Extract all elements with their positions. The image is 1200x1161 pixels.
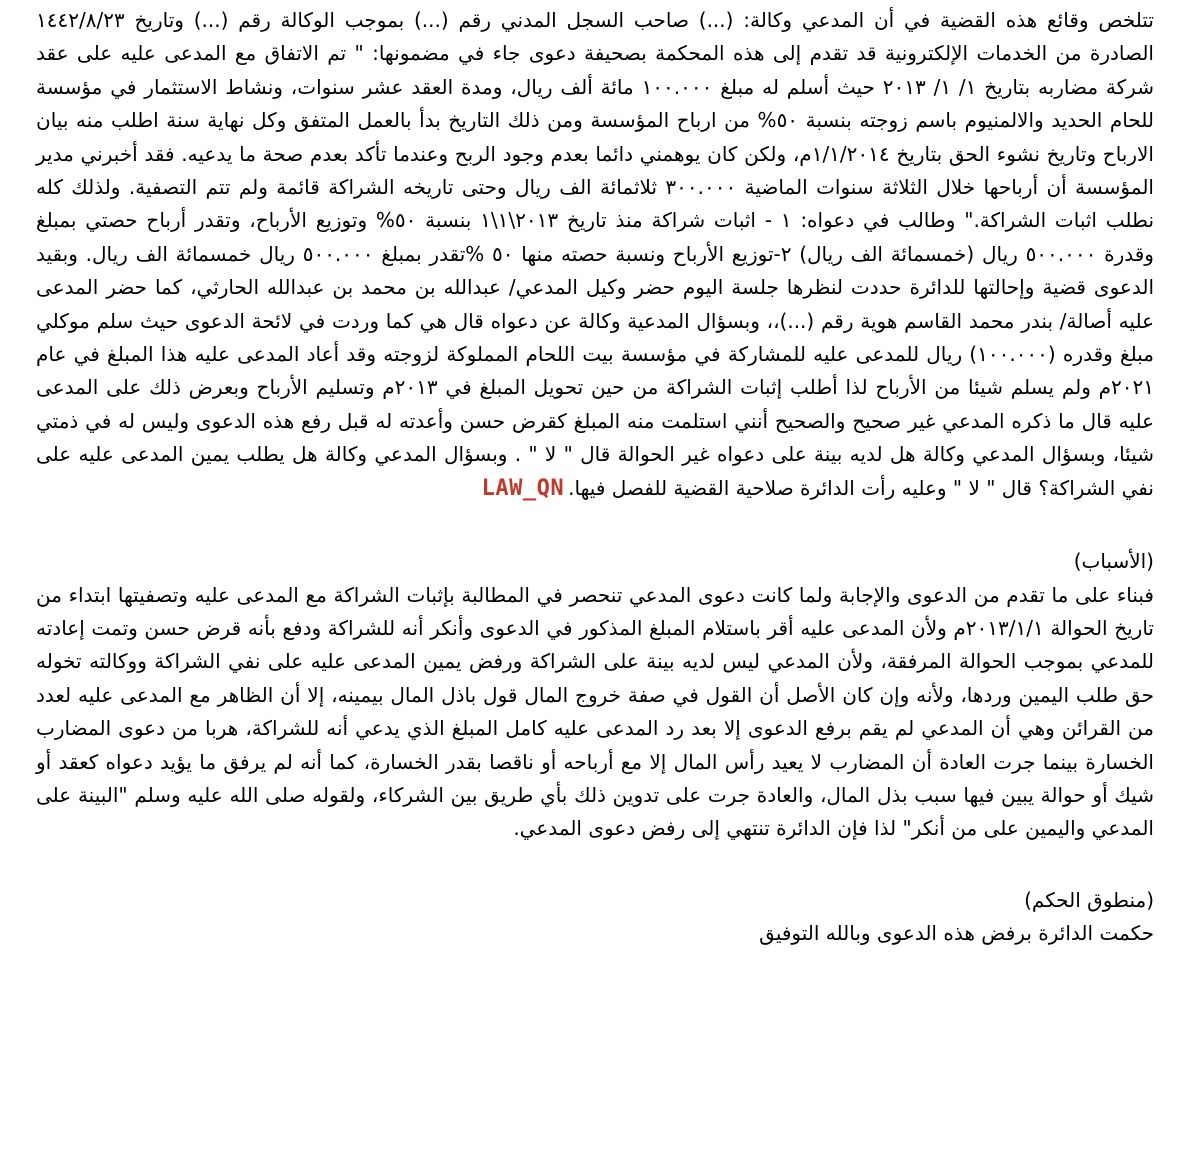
verdict-heading: (منطوق الحكم) [1024, 887, 1154, 912]
facts-paragraph [36, 4, 1154, 505]
reasons-paragraph: فبناء على ما تقدم من الدعوى والإجابة ولما كانت دعوى المدعي تنحصر في المطالبة بإثبات الشراكة مع المدعى عليه وتصفيتها ابتداء من تاريخ الحوالة ٢٠١٣/١/١م ولأن المدعى عليه أقر باستلام المبلغ المذكور في الدعوى وأنكر أنه للشراكة ودفع بأنه قرض حسن وتمت إعادته للمدعي بموجب الحوالة المرفقة، ولأن المدعي ليس لديه بينة على الشراكة ورفض يمين المدعى عليه على نفي الشراكة ووكالته تخوله حق طلب اليمين وردها، ولأنه وإن كان الأصل أن القول في صفة خروج المال قول باذل المال بيمينه، إلا أن الظاهر مع المدعى عليه لعدد من القرائن وهي أن المدعي لم يقم برفع الدعوى إلا بعد رد المدعى عليه كامل المبلغ الذي يدعي أنه للشراكة، هربا من دعوى المضارب الخسارة بينما جرت العادة أن المضارب لا يعيد رأس المال إلا مع أرباحه أو ناقصا بقدر الخسارة، كما أنه لم يرفق ما يؤيد دعواه كعقد أو شيك أو حوالة يبين فيها سبب بذل المال، والعادة جرت على تدوين ذلك بأي طريق بين الشركاء، ولقوله صلى الله عليه وسلم "البينة على المدعي واليمين على من أنكر" لذا فإن الدائرة تنتهي إلى رفض دعوى المدعي. [36, 582, 1154, 841]
facts-text: تتلخص وقائع هذه القضية في أن المدعي وكالة: (...) صاحب السجل المدني رقم (...) بموجب الوكالة رقم (...) وتاريخ ١٤٤٢/٨/٢٣ الصادرة من الخدمات الإلكترونية قد تقدم إلى هذه المحكمة بصحيفة دعوى جاء في مضمونها: " تم الاتفاق مع المدعى عليه على عقد شركة مضاربه بتاريخ ١/ ١/ ٢٠١٣ حيث أسلم له مبلغ ١٠٠.٠٠٠ مائة ألف ريال، ومدة العقد عشر سنوات، ونشاط الاستثمار في مؤسسة للحام الحديد والالمنيوم باسم زوجته بنسبة ٥٠% من ارباح المؤسسة ومن ذلك التاريخ بدأ بالعمل المتفق وكل نهاية سنة اطلب منه بيان الارباح وتاريخ نشوء الحق بتاريخ ١/١/٢٠١٤م، ولكن كان يوهمني دائما بعدم وجود الربح وعندما تأكد بعدم صحة ما يدعيه. فقد أخبرني مدير المؤسسة أن أرباحها خلال الثلاثة سنوات الماضية ٣٠٠.٠٠٠ ثلاثمائة الف ريال وحتى تاريخه الشراكة قائمة ولم تتم التصفية. ولذلك كله نطلب اثبات الشراكة." وطالب في دعواه: ١ - اثبات شراكة منذ تاريخ ٢٠١٣\١\١ بنسبة ٥٠% وتوزيع الأرباح، وتقدر أرباح حصتي بمبلغ وقدرة ٥٠٠.٠٠٠ ريال (خمسمائة الف ريال) ٢-توزيع الأرباح ونسبة حصته منها ٥٠ %تقدر بمبلغ ٥٠٠.٠٠٠ ريال خمسمائة الف ريال. وبقيد الدعوى قضية وإحالتها للدائرة حددت لنظرها جلسة اليوم حضر وكيل المدعي/ عبدالله بن محمد بن عبدالله الحارثي، كما حضر المدعى عليه أصالة/ بندر محمد القاسم هوية رقم (...)،، وبسؤال المدعية وكالة عن دعواه قال هي كما وردت في لائحة الدعوى حيث سلم موكلي مبلغ وقدره (١٠٠.٠٠٠) ريال للمدعى عليه للمشاركة في مؤسسة بيت اللحام المملوكة لزوجته وقد أعاد المدعى عليه هذا المبلغ في عام ٢٠٢١م ولم يسلم شيئا من الأرباح لذا أطلب إثبات الشراكة من حين تحويل المبلغ في ٢٠١٣م وتسليم الأرباح وبعرض ذلك على المدعى عليه قال ما ذكره المدعي غير صحيح والصحيح أنني استلمت منه المبلغ كقرض حسن وأعدته له قبل رفع هذه الدعوى وليس له في ذمتي شيئا، وبسؤال المدعي وكالة هل لديه بينة على دعواه غير الحوالة قال " لا " . وبسؤال المدعي وكالة هل يطلب يمين المدعى عليه على نفي الشراكة؟ قال " لا " وعليه رأت الدائرة صلاحية القضية للفصل فيها. [36, 8, 1155, 500]
watermark-label: LAW_QN [481, 475, 565, 501]
reasons-heading: (الأسباب) [1073, 549, 1154, 574]
verdict-text: حكمت الدائرة برفض هذه الدعوى وبالله التوفيق [759, 921, 1154, 946]
